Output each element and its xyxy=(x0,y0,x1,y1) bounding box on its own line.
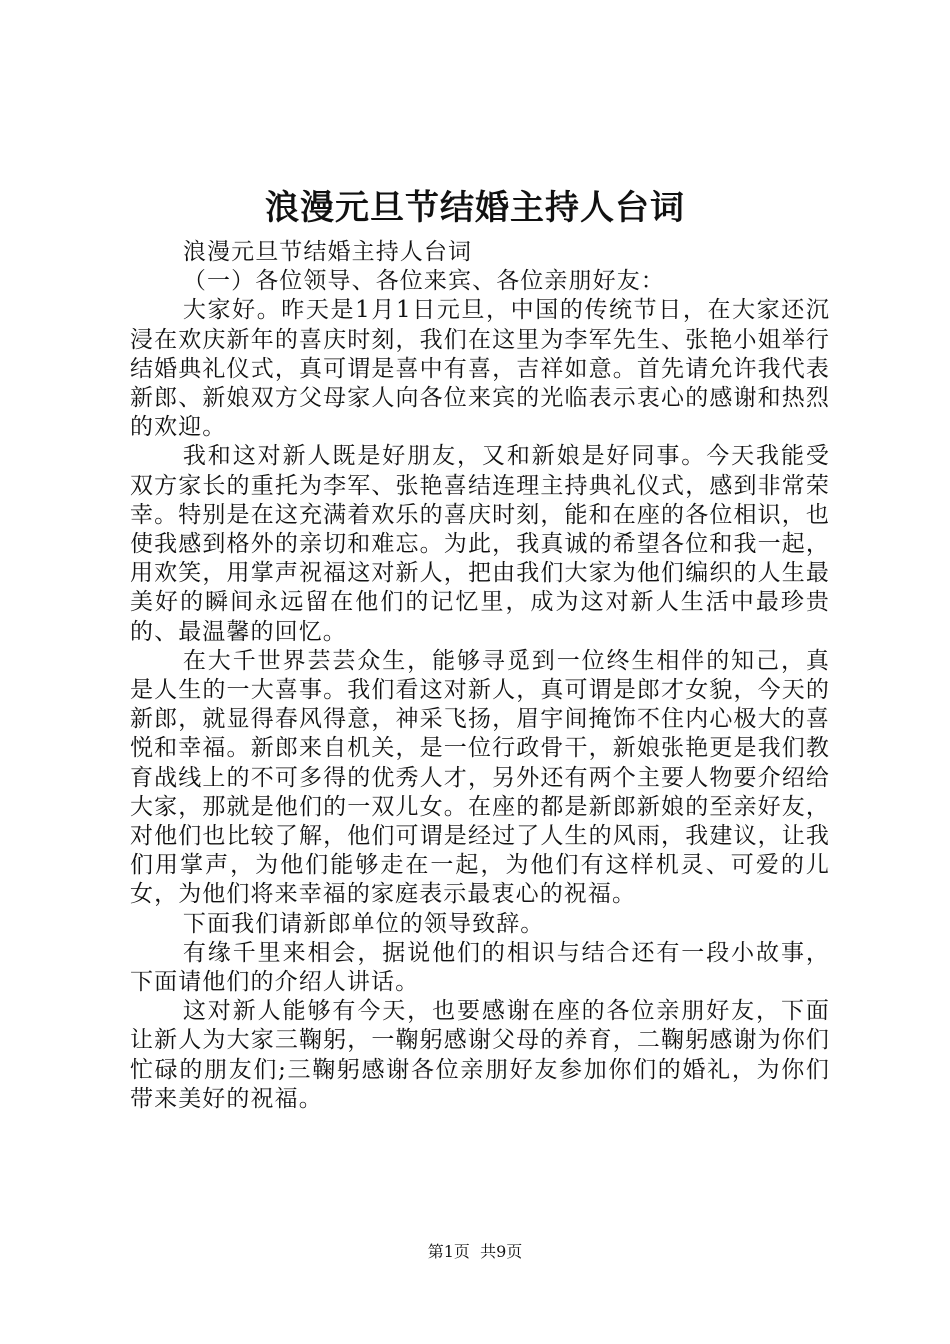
salutation-line: （一）各位领导、各位来宾、各位亲朋好友： xyxy=(182,268,665,295)
page-total: 共9页 xyxy=(480,1242,523,1261)
paragraph: 大家好。昨天是1月1日元旦，中国的传统节日，在大家还沉浸在欢庆新年的喜庆时刻，我们在这里为李军先生、张艳小姐举行结婚典礼仪式，真可谓是喜中有喜，吉祥如意。首先请允许我代表新郎、新娘双方父母家人向各位来宾的光临表示衷心的感谢和热烈的欢迎。 xyxy=(130,297,830,441)
footer-separator xyxy=(470,1242,480,1261)
document-subtitle: 浪漫元旦节结婚主持人台词 xyxy=(182,239,473,265)
page-number: 第1页 xyxy=(427,1242,470,1261)
document-body xyxy=(130,238,830,1114)
paragraph: 我和这对新人既是好朋友，又和新娘是好同事。今天我能受双方家长的重托为李军、张艳喜结连理主持典礼仪式，感到非常荣幸。特别是在这充满着欢乐的喜庆时刻，能和在座的各位相识，也使我感到格外的亲切和难忘。为此，我真诚的希望各位和我一起，用欢笑，用掌声祝福这对新人，把由我们大家为他们编织的人生最美好的瞬间永远留在他们的记忆里，成为这对新人生活中最珍贵的、最温馨的回忆。 xyxy=(130,443,830,645)
paragraph: 这对新人能够有今天，也要感谢在座的各位亲朋好友，下面让新人为大家三鞠躬，一鞠躬感谢父母的养育，二鞠躬感谢为你们忙碌的朋友们;三鞠躬感谢各位亲朋好友参加你们的婚礼，为你们带来美好的祝福。 xyxy=(130,998,830,1112)
page-title: 浪漫元旦节结婚主持人台词 xyxy=(265,188,685,228)
paragraph: 有缘千里来相会，据说他们的相识与结合还有一段小故事，下面请他们的介绍人讲话。 xyxy=(130,939,830,996)
page-footer xyxy=(0,1240,950,1264)
paragraph: 下面我们请新郎单位的领导致辞。 xyxy=(182,910,545,937)
paragraph: 在大千世界芸芸众生，能够寻觅到一位终生相伴的知己，真是人生的一大喜事。我们看这对新人，真可谓是郎才女貌，今天的新郎，就显得春风得意，神采飞扬，眉宇间掩饰不住内心极大的喜悦和幸福。新郎来自机关，是一位行政骨干，新娘张艳更是我们教育战线上的不可多得的优秀人才，另外还有两个主要人物要介绍给大家，那就是他们的一双儿女。在座的都是新郎新娘的至亲好友，对他们也比较了解，他们可谓是经过了人生的风雨，我建议，让我们用掌声，为他们能够走在一起，为他们有这样机灵、可爱的儿女，为他们将来幸福的家庭表示最衷心的祝福。 xyxy=(130,647,830,908)
